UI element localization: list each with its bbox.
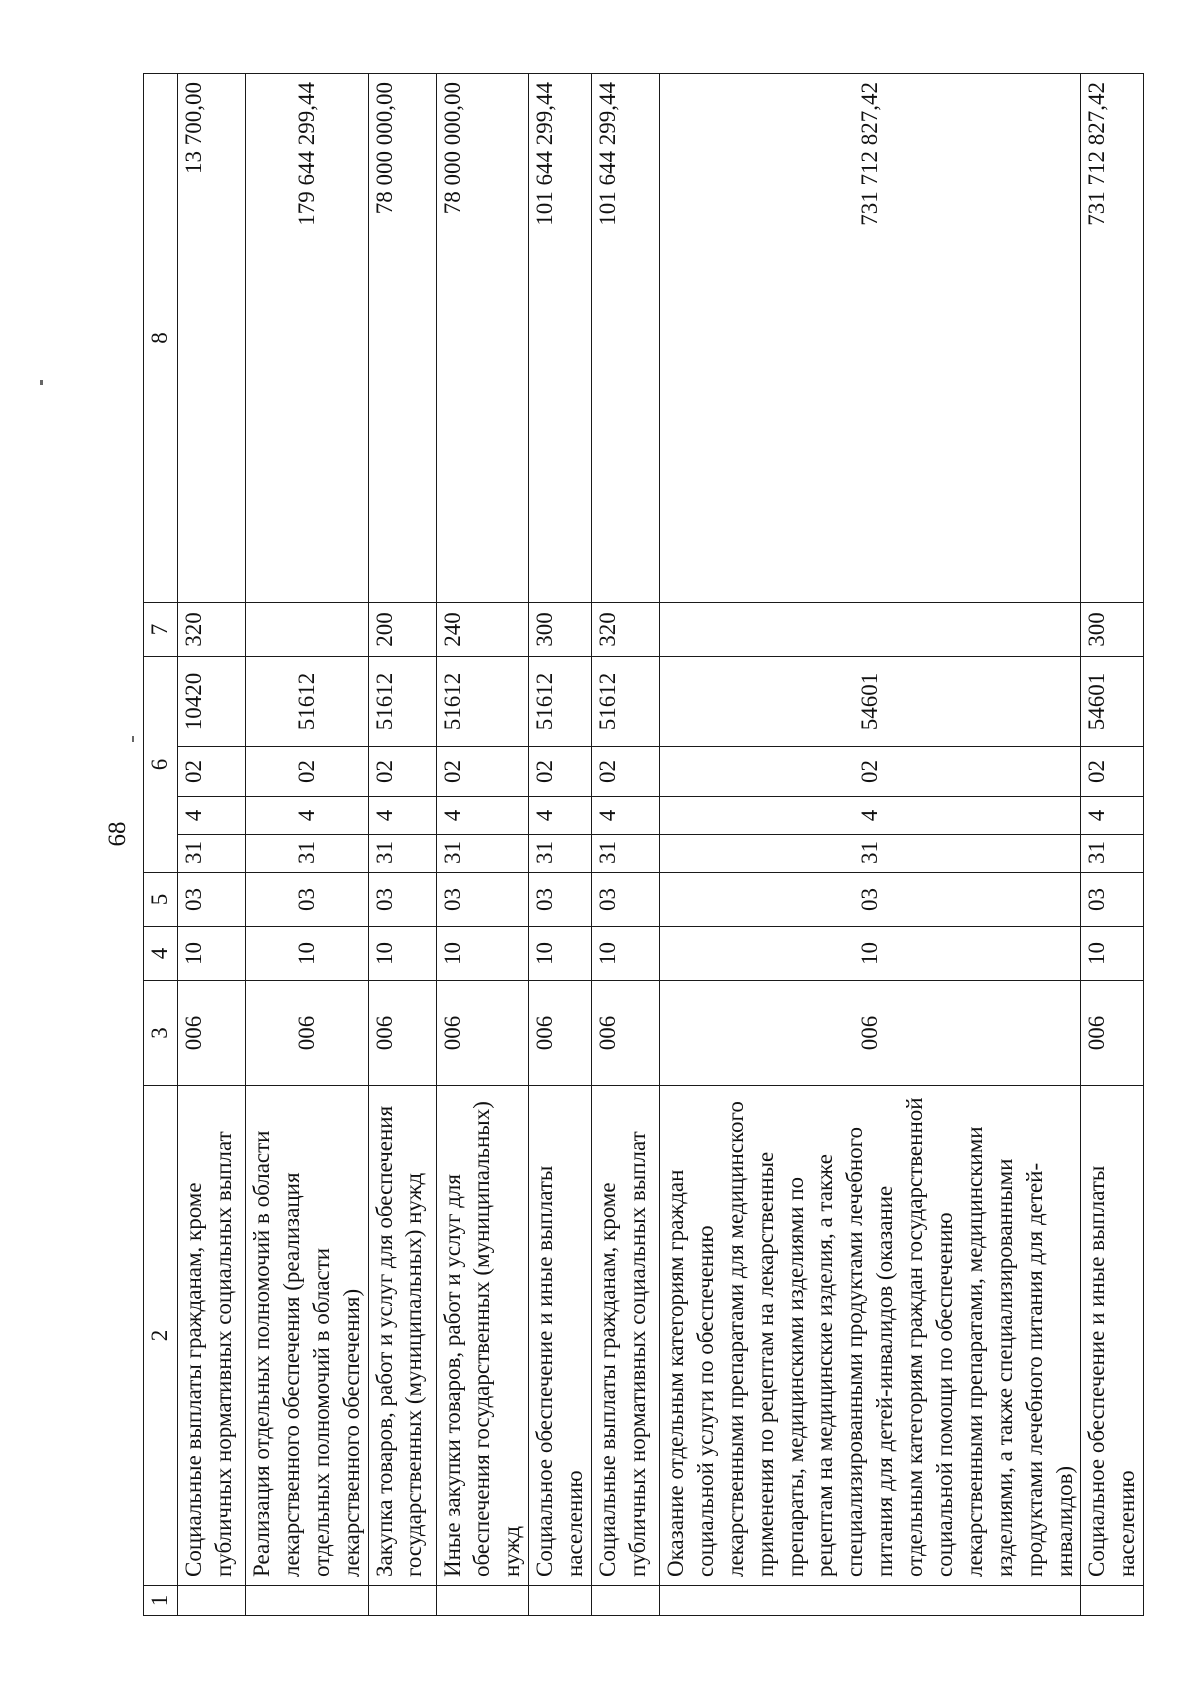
cell-code-6a: 31 [592,835,660,873]
cell-code-6c: 02 [1081,747,1144,797]
cell-amount: 731 712 827,42 [660,74,1081,603]
cell-name: Социальные выплаты гражданам, кроме публичных нормативных социальных выплат [592,1086,660,1586]
page-number: 68 [104,821,131,847]
header-col-8: 8 [144,74,178,603]
cell-code-6b: 4 [436,797,529,835]
cell-code-5: 03 [592,873,660,927]
cell-code-3: 006 [592,981,660,1086]
cell-code-6a: 31 [436,835,529,873]
cell-code-6a: 31 [178,835,246,873]
cell-code-4: 10 [1081,927,1144,981]
cell-name: Социальное обеспечение и иные выплаты населению [1081,1086,1144,1586]
cell-code-3: 006 [1081,981,1144,1086]
cell-amount: 13 700,00 [178,74,246,603]
cell-code-6b: 4 [178,797,246,835]
cell-code-5: 03 [246,873,369,927]
cell-col-1 [436,1586,529,1616]
cell-code-6d: 54601 [1081,657,1144,747]
cell-code-6d: 51612 [368,657,436,747]
cell-code-7 [660,603,1081,657]
cell-code-6c: 02 [529,747,592,797]
cell-col-1 [592,1586,660,1616]
cell-code-6a: 31 [529,835,592,873]
cell-amount: 101 644 299,44 [592,74,660,603]
cell-code-6b: 4 [246,797,369,835]
cell-code-6b: 4 [660,797,1081,835]
header-col-5: 5 [144,873,178,927]
scan-speck [40,380,43,385]
cell-code-6a: 31 [246,835,369,873]
cell-code-5: 03 [178,873,246,927]
cell-code-5: 03 [529,873,592,927]
cell-col-1 [246,1586,369,1616]
cell-code-5: 03 [436,873,529,927]
cell-name: Закупка товаров, работ и услуг для обеспечения государственных (муниципальных) нужд [368,1086,436,1586]
cell-code-7: 200 [368,603,436,657]
header-col-1: 1 [144,1586,178,1616]
header-col-2: 2 [144,1086,178,1586]
cell-name: Реализация отдельных полномочий в области лекарственного обеспечения (реализация отдельных полномочий в области лекарственного обеспечения) [246,1086,369,1586]
cell-code-6c: 02 [436,747,529,797]
cell-code-3: 006 [660,981,1081,1086]
cell-code-6b: 4 [368,797,436,835]
table-row [436,74,529,1616]
header-col-7: 7 [144,603,178,657]
cell-code-7: 240 [436,603,529,657]
cell-code-6a: 31 [660,835,1081,873]
header-col-3: 3 [144,981,178,1086]
cell-code-7: 320 [178,603,246,657]
table-row [1081,74,1144,1616]
cell-code-3: 006 [368,981,436,1086]
cell-code-6d: 54601 [660,657,1081,747]
cell-code-6a: 31 [368,835,436,873]
cell-code-4: 10 [592,927,660,981]
rotated-page-content [143,74,1140,1616]
cell-code-3: 006 [529,981,592,1086]
cell-col-1 [529,1586,592,1616]
cell-code-6c: 02 [660,747,1081,797]
cell-code-6d: 10420 [178,657,246,747]
header-col-4: 4 [144,927,178,981]
cell-code-4: 10 [368,927,436,981]
cell-code-4: 10 [660,927,1081,981]
cell-amount: 731 712 827,42 [1081,74,1144,603]
table-row [592,74,660,1616]
table-row [529,74,592,1616]
cell-code-3: 006 [178,981,246,1086]
cell-code-4: 10 [529,927,592,981]
cell-code-6b: 4 [1081,797,1144,835]
table-row [660,74,1081,1616]
header-row [144,74,178,1616]
header-col-6: 6 [144,657,178,873]
cell-name: Оказание отдельным категориям граждан социальной услуги по обеспечению лекарственными препаратами для медицинского применения по рецептам на лекарственные препараты, медицинскими изделиями по рецептам на медицинские изделия, а также специализированными продуктами лечебного питания для детей-инвалидов (оказание отдельным категориям граждан государственной социальной помощи по обеспечению лекарственными препаратами, медицинскими изделиями, а также специализированными продуктами лечебного питания для детей-инвалидов) [660,1086,1081,1586]
cell-code-6d: 51612 [246,657,369,747]
cell-code-4: 10 [178,927,246,981]
cell-amount: 179 644 299,44 [246,74,369,603]
cell-code-6c: 02 [246,747,369,797]
table-row [368,74,436,1616]
table-row [178,74,246,1616]
cell-code-6d: 51612 [436,657,529,747]
cell-code-6c: 02 [178,747,246,797]
cell-code-4: 10 [246,927,369,981]
cell-code-6d: 51612 [592,657,660,747]
cell-code-5: 03 [368,873,436,927]
cell-code-3: 006 [436,981,529,1086]
cell-code-7: 300 [529,603,592,657]
cell-code-6c: 02 [592,747,660,797]
cell-code-7 [246,603,369,657]
cell-code-6c: 02 [368,747,436,797]
cell-code-4: 10 [436,927,529,981]
cell-amount: 101 644 299,44 [529,74,592,603]
cell-code-6a: 31 [1081,835,1144,873]
scan-speck [132,736,134,742]
budget-table [143,73,1144,1616]
cell-amount: 78 000 000,00 [436,74,529,603]
cell-col-1 [368,1586,436,1616]
cell-code-3: 006 [246,981,369,1086]
cell-name: Социальные выплаты гражданам, кроме публичных нормативных социальных выплат [178,1086,246,1586]
cell-col-1 [178,1586,246,1616]
cell-amount: 78 000 000,00 [368,74,436,603]
cell-name: Иные закупки товаров, работ и услуг для обеспечения государственных (муниципальных) нужд [436,1086,529,1586]
table-row [246,74,369,1616]
cell-code-6b: 4 [592,797,660,835]
cell-col-1 [660,1586,1081,1616]
cell-name: Социальное обеспечение и иные выплаты населению [529,1086,592,1586]
cell-code-6d: 51612 [529,657,592,747]
cell-code-7: 320 [592,603,660,657]
cell-code-7: 300 [1081,603,1144,657]
cell-code-6b: 4 [529,797,592,835]
cell-code-5: 03 [660,873,1081,927]
cell-col-1 [1081,1586,1144,1616]
cell-code-5: 03 [1081,873,1144,927]
